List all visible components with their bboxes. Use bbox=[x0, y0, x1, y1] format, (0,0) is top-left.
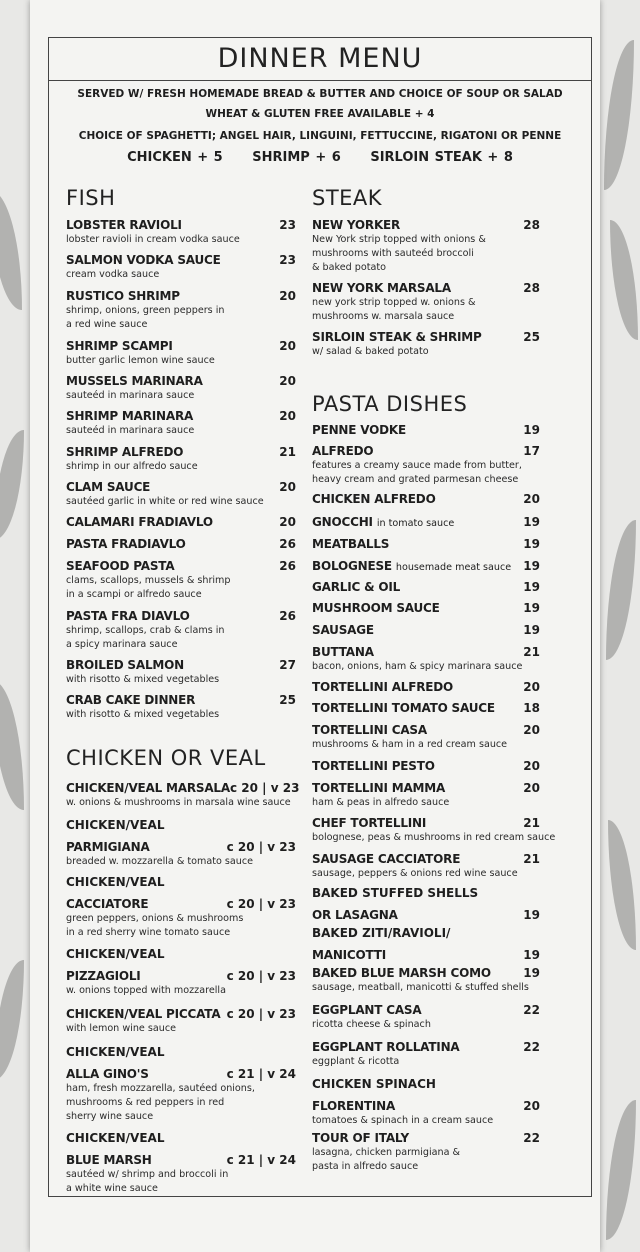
menu-item-price: 23 bbox=[279, 218, 296, 232]
menu-item bbox=[312, 559, 540, 575]
menu-item-name: SAUSAGE bbox=[312, 623, 374, 637]
menu-item-description: new york strip topped w. onions & bbox=[312, 297, 476, 308]
menu-item-price: 20 bbox=[279, 409, 296, 423]
menu-item bbox=[66, 480, 296, 509]
menu-item-description: sautéed garlic in white or red wine sauce bbox=[66, 496, 264, 507]
menu-item-description: green peppers, onions & mushrooms bbox=[66, 913, 244, 924]
menu-item-name-prefix: CHICKEN/VEAL bbox=[66, 818, 165, 832]
menu-item bbox=[66, 537, 296, 552]
menu-item-row bbox=[66, 374, 296, 389]
menu-item-name: CLAM SAUCE bbox=[66, 480, 151, 494]
spaghetti-choice-note: CHOICE OF SPAGHETTI; ANGEL HAIR, LINGUINI, FETTUCCINE, RIGATONI OR PENNE bbox=[78, 130, 562, 142]
menu-item-description: sauteéd in marinara sauce bbox=[66, 390, 195, 401]
menu-item-row bbox=[66, 218, 296, 233]
menu-item-price: 20 bbox=[279, 374, 296, 388]
menu-item-price: 19 bbox=[523, 966, 540, 980]
menu-item-price: 22 bbox=[523, 1003, 540, 1017]
menu-item-price: 20 bbox=[523, 680, 540, 694]
menu-item bbox=[312, 601, 540, 616]
menu-item-row bbox=[66, 1007, 296, 1022]
menu-item-description: sautéed w/ shrimp and broccoli in bbox=[66, 1169, 229, 1180]
menu-item-description: shrimp in our alfredo sauce bbox=[66, 461, 198, 472]
menu-item bbox=[312, 1131, 540, 1174]
menu-item-description: sausage, peppers & onions red wine sauce bbox=[312, 868, 518, 879]
menu-item-name: TOUR OF ITALY bbox=[312, 1131, 409, 1145]
menu-item-price: 19 bbox=[523, 601, 540, 615]
menu-item bbox=[312, 759, 540, 774]
menu-item-row bbox=[312, 701, 540, 716]
menu-item-name: MANICOTTI bbox=[312, 948, 387, 962]
menu-item-price: 26 bbox=[279, 559, 296, 573]
menu-item-name: OR LASAGNA bbox=[312, 908, 398, 922]
menu-item-price: 20 bbox=[523, 759, 540, 773]
menu-item-row bbox=[66, 1067, 296, 1082]
menu-item-name: SIRLOIN STEAK & SHRIMP bbox=[312, 330, 482, 344]
menu-item-description: & baked potato bbox=[312, 262, 386, 273]
menu-item-name: FLORENTINA bbox=[312, 1099, 396, 1113]
menu-item-name-prefix: CHICKEN SPINACH bbox=[312, 1077, 436, 1091]
menu-item-price: 28 bbox=[523, 218, 540, 232]
menu-item-row bbox=[66, 409, 296, 424]
menu-item bbox=[312, 1040, 540, 1069]
menu-item bbox=[66, 289, 296, 332]
menu-item-description: bolognese, peas & mushrooms in red cream sauce bbox=[312, 832, 556, 843]
menu-item-description: heavy cream and grated parmesan cheese bbox=[312, 474, 519, 485]
menu-item bbox=[66, 559, 296, 602]
menu-item-description: in a scampi or alfredo sauce bbox=[66, 589, 202, 600]
menu-item-row bbox=[312, 515, 540, 531]
menu-item-row bbox=[312, 908, 540, 923]
menu-item-description: ricotta cheese & spinach bbox=[312, 1019, 431, 1030]
menu-item bbox=[312, 444, 540, 487]
menu-item-row bbox=[66, 658, 296, 673]
menu-item-description: bacon, onions, ham & spicy marinara sauce bbox=[312, 661, 523, 672]
menu-item-name: BROILED SALMON bbox=[66, 658, 184, 672]
menu-item bbox=[66, 781, 300, 810]
section-title-pasta: PASTA DISHES bbox=[312, 392, 468, 416]
menu-item bbox=[312, 926, 540, 963]
menu-item-description: in a red sherry wine tomato sauce bbox=[66, 927, 231, 938]
menu-item bbox=[312, 1077, 540, 1128]
menu-title: DINNER MENU bbox=[217, 43, 423, 74]
menu-item-price: 28 bbox=[523, 281, 540, 295]
menu-item bbox=[312, 492, 540, 507]
menu-item-price: 25 bbox=[279, 693, 296, 707]
menu-item-price: 19 bbox=[523, 537, 540, 551]
menu-item-name: CHICKEN/VEAL PICCATA bbox=[66, 1007, 221, 1021]
menu-item-name: ALFREDO bbox=[312, 444, 374, 458]
menu-item bbox=[66, 445, 296, 474]
menu-item bbox=[66, 875, 296, 940]
menu-item-description: w. onions & mushrooms in marsala wine sauce bbox=[66, 797, 291, 808]
addon-chicken: CHICKEN + 5 bbox=[127, 150, 223, 165]
menu-item-price: c 20 | v 23 bbox=[226, 840, 296, 854]
menu-item-name: CHICKEN/VEAL MARSALA bbox=[66, 781, 230, 795]
menu-item-name: SEAFOOD PASTA bbox=[66, 559, 175, 573]
section-title-steak: STEAK bbox=[312, 186, 383, 210]
menu-item-name: SHRIMP SCAMPI bbox=[66, 339, 173, 353]
menu-item-name: TORTELLINI CASA bbox=[312, 723, 427, 737]
menu-item-row bbox=[312, 645, 540, 660]
menu-item-price: 20 bbox=[523, 781, 540, 795]
menu-item-name-prefix: BAKED STUFFED SHELLS bbox=[312, 886, 479, 900]
menu-item-row bbox=[66, 781, 300, 796]
menu-item-name: SHRIMP MARINARA bbox=[66, 409, 194, 423]
menu-item-description: w/ salad & baked potato bbox=[312, 346, 429, 357]
menu-item bbox=[66, 1045, 296, 1124]
menu-item-name: PIZZAGIOLI bbox=[66, 969, 141, 983]
menu-item bbox=[312, 723, 540, 752]
menu-item-price: 19 bbox=[523, 580, 540, 594]
menu-item-description: ham & peas in alfredo sauce bbox=[312, 797, 450, 808]
menu-item bbox=[66, 693, 296, 722]
menu-item-price: 27 bbox=[279, 658, 296, 672]
menu-item-description: shrimp, onions, green peppers in bbox=[66, 305, 225, 316]
menu-item-name: PARMIGIANA bbox=[66, 840, 150, 854]
menu-item bbox=[312, 966, 540, 995]
menu-item-row bbox=[312, 1040, 540, 1055]
menu-item-row bbox=[312, 680, 540, 695]
menu-item bbox=[312, 537, 540, 552]
menu-item-name-prefix: CHICKEN/VEAL bbox=[66, 947, 165, 961]
menu-item-row bbox=[312, 781, 540, 796]
menu-item-name: CALAMARI FRADIAVLO bbox=[66, 515, 213, 529]
menu-item-row bbox=[66, 253, 296, 268]
menu-item-description: ham, fresh mozzarella, sautéed onions, bbox=[66, 1083, 255, 1094]
menu-item bbox=[312, 680, 540, 695]
menu-item-description: pasta in alfredo sauce bbox=[312, 1161, 419, 1172]
menu-item-name: EGGPLANT ROLLATINA bbox=[312, 1040, 460, 1054]
menu-item bbox=[66, 515, 296, 530]
menu-item-row bbox=[312, 537, 540, 552]
menu-item-price: 19 bbox=[523, 623, 540, 637]
menu-item-name: EGGPLANT CASA bbox=[312, 1003, 422, 1017]
menu-item-description: with lemon wine sauce bbox=[66, 1023, 176, 1034]
menu-item-price: 20 bbox=[279, 339, 296, 353]
menu-item-price: c 20 | v 23 bbox=[226, 969, 296, 983]
menu-item-row bbox=[312, 330, 540, 345]
menu-item-name: TORTELLINI PESTO bbox=[312, 759, 435, 773]
menu-item-name: SAUSAGE CACCIATORE bbox=[312, 852, 461, 866]
menu-item-price: 20 bbox=[279, 289, 296, 303]
menu-item-description: shrimp, scallops, crab & clams in bbox=[66, 625, 225, 636]
menu-item-description: mushrooms w. marsala sauce bbox=[312, 311, 455, 322]
menu-item-price: c 20 | v 23 bbox=[226, 1007, 296, 1021]
menu-item-name: NEW YORK MARSALA bbox=[312, 281, 451, 295]
menu-item-price: 18 bbox=[523, 701, 540, 715]
menu-item-row bbox=[66, 609, 296, 624]
menu-item-row bbox=[66, 515, 296, 530]
menu-item-description: sausage, meatball, manicotti & stuffed shells bbox=[312, 982, 529, 993]
menu-item-price: c 21 | v 24 bbox=[226, 1153, 296, 1167]
menu-item-name: BAKED BLUE MARSH COMO bbox=[312, 966, 491, 980]
menu-item-row bbox=[66, 693, 296, 708]
menu-item-name: TORTELLINI MAMMA bbox=[312, 781, 446, 795]
menu-item-price: 25 bbox=[523, 330, 540, 344]
menu-item-price: 20 bbox=[523, 1099, 540, 1113]
menu-item-price: 20 bbox=[279, 515, 296, 529]
menu-item-row bbox=[66, 480, 296, 495]
menu-item-description: clams, scallops, mussels & shrimp bbox=[66, 575, 231, 586]
menu-item-name: SALMON VODKA SAUCE bbox=[66, 253, 221, 267]
menu-item-name: GARLIC & OIL bbox=[312, 580, 401, 594]
menu-item-price: 26 bbox=[279, 537, 296, 551]
menu-item-price: c 20 | v 23 bbox=[226, 897, 296, 911]
menu-item-price: 26 bbox=[279, 609, 296, 623]
menu-item bbox=[312, 645, 540, 674]
menu-item-name: ALLA GINO'S bbox=[66, 1067, 149, 1081]
menu-item-row bbox=[312, 559, 540, 575]
addon-shrimp: SHRIMP + 6 bbox=[252, 150, 341, 165]
menu-item-row bbox=[312, 723, 540, 738]
menu-item-price: 19 bbox=[523, 515, 540, 529]
menu-item-description: sauteéd in marinara sauce bbox=[66, 425, 195, 436]
gluten-free-note: WHEAT & GLUTEN FREE AVAILABLE + 4 bbox=[205, 108, 435, 120]
menu-item-name: RUSTICO SHRIMP bbox=[66, 289, 180, 303]
menu-item-description: sherry wine sauce bbox=[66, 1111, 154, 1122]
menu-item-row bbox=[312, 281, 540, 296]
menu-item-price: 20 bbox=[523, 492, 540, 506]
menu-item-price: 21 bbox=[523, 852, 540, 866]
menu-item-row bbox=[66, 840, 296, 855]
menu-item-row bbox=[66, 445, 296, 460]
menu-item-price: 19 bbox=[523, 948, 540, 962]
menu-item-row bbox=[312, 966, 540, 981]
menu-item-row bbox=[312, 623, 540, 638]
menu-item-name: TORTELLINI ALFREDO bbox=[312, 680, 454, 694]
menu-item-description: with risotto & mixed vegetables bbox=[66, 709, 220, 720]
menu-item-name: CRAB CAKE DINNER bbox=[66, 693, 196, 707]
menu-item-row bbox=[312, 1131, 540, 1146]
menu-item bbox=[66, 609, 296, 652]
menu-item-price: 22 bbox=[523, 1040, 540, 1054]
menu-item-row bbox=[312, 948, 540, 963]
menu-item-name: PASTA FRADIAVLO bbox=[66, 537, 186, 551]
menu-item-name: SHRIMP ALFREDO bbox=[66, 445, 184, 459]
menu-item-price: 23 bbox=[279, 253, 296, 267]
menu-item-name: MUSSELS MARINARA bbox=[66, 374, 203, 388]
menu-item-price: 19 bbox=[523, 559, 540, 573]
menu-item-name: CHICKEN ALFREDO bbox=[312, 492, 436, 506]
menu-item-description: lobster ravioli in cream vodka sauce bbox=[66, 234, 240, 245]
menu-item-price: 19 bbox=[523, 908, 540, 922]
menu-item-description: butter garlic lemon wine sauce bbox=[66, 355, 215, 366]
menu-item bbox=[312, 580, 540, 595]
menu-item bbox=[312, 330, 540, 359]
menu-item-description: a spicy marinara sauce bbox=[66, 639, 178, 650]
menu-item-name: CACCIATORE bbox=[66, 897, 149, 911]
menu-item-description: features a creamy sauce made from butter, bbox=[312, 460, 522, 471]
menu-item-name: TORTELLINI TOMATO SAUCE bbox=[312, 701, 495, 715]
menu-item bbox=[66, 409, 296, 438]
section-title-fish: FISH bbox=[66, 186, 116, 210]
menu-item-price: c 20 | v 23 bbox=[229, 781, 300, 795]
menu-item-row bbox=[312, 601, 540, 616]
menu-item-price: 21 bbox=[523, 816, 540, 830]
menu-item-name: CHEF TORTELLINI bbox=[312, 816, 427, 830]
menu-item bbox=[312, 781, 540, 810]
menu-item-name: NEW YORKER bbox=[312, 218, 401, 232]
menu-item-price: c 21 | v 24 bbox=[226, 1067, 296, 1081]
menu-item-price: 20 bbox=[279, 480, 296, 494]
menu-item-name: LOBSTER RAVIOLI bbox=[66, 218, 182, 232]
menu-item-row bbox=[66, 339, 296, 354]
menu-item-name: BUTTANA bbox=[312, 645, 374, 659]
menu-item bbox=[66, 658, 296, 687]
menu-item-price: 17 bbox=[523, 444, 540, 458]
menu-item-row bbox=[66, 289, 296, 304]
menu-item-price: 21 bbox=[523, 645, 540, 659]
menu-item-row bbox=[312, 852, 540, 867]
menu-item bbox=[66, 253, 296, 282]
menu-item-inline-description: in tomato sauce bbox=[376, 518, 455, 529]
menu-item-price: 19 bbox=[523, 423, 540, 437]
menu-item bbox=[312, 623, 540, 638]
menu-item bbox=[312, 515, 540, 531]
menu-item-name-prefix: CHICKEN/VEAL bbox=[66, 1045, 165, 1059]
menu-item-name: BOLOGNESE bbox=[312, 559, 392, 573]
menu-item bbox=[66, 1007, 296, 1036]
menu-item-description: a white wine sauce bbox=[66, 1183, 158, 1194]
menu-item bbox=[312, 218, 540, 275]
menu-item bbox=[312, 1003, 540, 1032]
menu-item-description: mushrooms & ham in a red cream sauce bbox=[312, 739, 508, 750]
menu-item-name-prefix: CHICKEN/VEAL bbox=[66, 875, 165, 889]
menu-item bbox=[312, 423, 540, 438]
menu-item-description: mushrooms & red peppers in red bbox=[66, 1097, 225, 1108]
menu-item bbox=[66, 818, 296, 869]
menu-item-description: lasagna, chicken parmigiana & bbox=[312, 1147, 460, 1158]
menu-item bbox=[66, 218, 296, 247]
menu-item-name: GNOCCHI bbox=[312, 515, 373, 529]
menu-item-description: breaded w. mozzarella & tomato sauce bbox=[66, 856, 254, 867]
menu-item-name-prefix: CHICKEN/VEAL bbox=[66, 1131, 165, 1145]
menu-item-name: PASTA FRA DIAVLO bbox=[66, 609, 190, 623]
menu-item bbox=[66, 339, 296, 368]
menu-item-row bbox=[312, 423, 540, 438]
menu-item bbox=[66, 1131, 296, 1196]
menu-item-price: 21 bbox=[279, 445, 296, 459]
menu-item-description: eggplant & ricotta bbox=[312, 1056, 400, 1067]
menu-item-row bbox=[312, 1099, 540, 1114]
menu-item-description: New York strip topped with onions & bbox=[312, 234, 486, 245]
menu-item-row bbox=[66, 969, 296, 984]
menu-item-row bbox=[66, 1153, 296, 1168]
menu-item-row bbox=[66, 559, 296, 574]
menu-item-description: mushrooms with sauteéd broccoli bbox=[312, 248, 474, 259]
menu-item-row bbox=[312, 816, 540, 831]
menu-item-row bbox=[312, 1003, 540, 1018]
menu-item-name: PENNE VODKE bbox=[312, 423, 406, 437]
menu-item-row bbox=[66, 897, 296, 912]
section-title-chicken-veal: CHICKEN OR VEAL bbox=[66, 746, 266, 770]
menu-item-name: MEATBALLS bbox=[312, 537, 390, 551]
menu-item-description: tomatoes & spinach in a cream sauce bbox=[312, 1115, 494, 1126]
menu-item bbox=[312, 281, 540, 324]
menu-item-price: 22 bbox=[523, 1131, 540, 1145]
addon-sirloin: SIRLOIN STEAK + 8 bbox=[370, 150, 513, 165]
menu-item bbox=[66, 947, 296, 998]
menu-item-row bbox=[312, 759, 540, 774]
menu-item-description: w. onions topped with mozzarella bbox=[66, 985, 226, 996]
served-with-note: SERVED W/ FRESH HOMEMADE BREAD & BUTTER AND CHOICE OF SOUP OR SALAD bbox=[77, 88, 563, 100]
menu-item bbox=[312, 886, 540, 923]
menu-item-row bbox=[312, 492, 540, 507]
menu-item-description: with risotto & mixed vegetables bbox=[66, 674, 220, 685]
menu-item-price: 20 bbox=[523, 723, 540, 737]
menu-item-description: a red wine sauce bbox=[66, 319, 148, 330]
menu-item-name-prefix: BAKED ZITI/RAVIOLI/ bbox=[312, 926, 451, 940]
menu-item-row bbox=[312, 444, 540, 459]
menu-item-name: MUSHROOM SAUCE bbox=[312, 601, 440, 615]
menu-item-name: BLUE MARSH bbox=[66, 1153, 152, 1167]
menu-item bbox=[312, 816, 556, 845]
menu-item bbox=[312, 701, 540, 716]
menu-item-row bbox=[312, 580, 540, 595]
menu-item-inline-description: housemade meat sauce bbox=[395, 562, 512, 573]
menu-item-row bbox=[312, 218, 540, 233]
menu-item bbox=[312, 852, 540, 881]
menu-item-description: cream vodka sauce bbox=[66, 269, 160, 280]
menu-item bbox=[66, 374, 296, 403]
menu-item-row bbox=[66, 537, 296, 552]
